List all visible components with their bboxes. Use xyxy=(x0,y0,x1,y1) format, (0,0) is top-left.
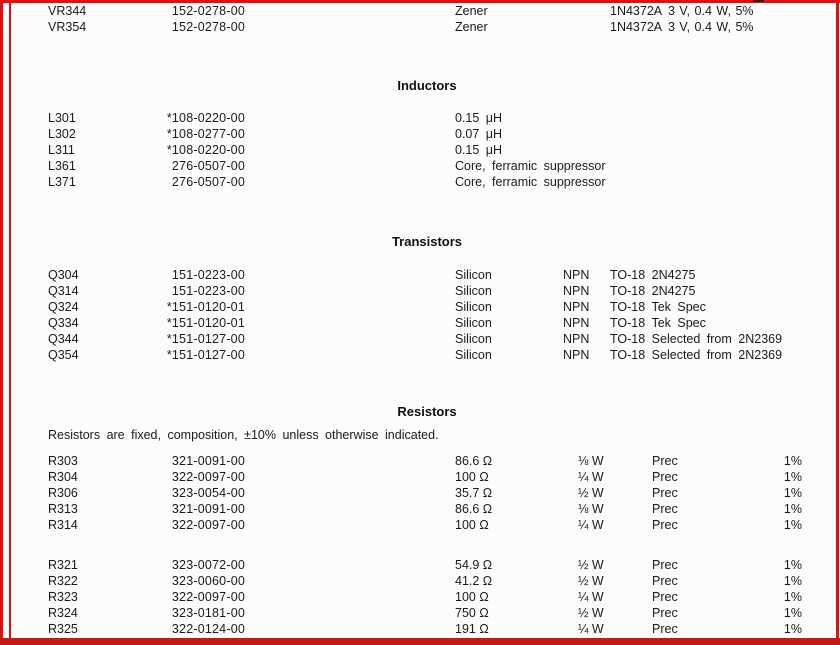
tolerance: 1% xyxy=(783,590,802,604)
wattage: ¼ W xyxy=(578,518,604,532)
description: 0.15 μH xyxy=(455,111,503,125)
resistors-note: Resistors are fixed, composition, ±10% unless otherwise indicated. xyxy=(48,428,439,442)
part-number: 323-0054-00 xyxy=(171,486,245,500)
component-ref: Q344 xyxy=(48,332,79,346)
tolerance: 1% xyxy=(783,622,802,636)
table-row xyxy=(0,605,836,621)
case-info: TO-18 Selected from 2N2369 xyxy=(610,348,783,362)
description: Silicon xyxy=(455,348,492,362)
resistance-value: 35.7 Ω xyxy=(455,486,493,500)
resistor-type: Prec xyxy=(652,606,678,620)
description: Silicon xyxy=(455,300,492,314)
part-number: 152-0278-00 xyxy=(171,4,245,18)
table-row xyxy=(0,557,836,573)
component-ref: Q314 xyxy=(48,284,79,298)
part-number: 323-0181-00 xyxy=(171,606,245,620)
bottom-border-band xyxy=(0,638,840,645)
component-ref: R325 xyxy=(48,622,78,636)
part-number: 321-0091-00 xyxy=(171,502,245,516)
part-number: 152-0278-00 xyxy=(171,20,245,34)
resistance-value: 191 Ω xyxy=(455,622,489,636)
part-number: 322-0124-00 xyxy=(171,622,245,636)
table-row xyxy=(0,573,836,589)
resistor-type: Prec xyxy=(652,518,678,532)
wattage: ½ W xyxy=(578,486,604,500)
resistor-type: Prec xyxy=(652,590,678,604)
part-number: 276-0507-00 xyxy=(171,175,245,189)
table-row xyxy=(0,174,836,190)
resistor-type: Prec xyxy=(652,558,678,572)
resistor-type: Prec xyxy=(652,622,678,636)
section-header-inductors: Inductors xyxy=(397,78,457,93)
wattage: ½ W xyxy=(578,574,604,588)
component-ref: VR354 xyxy=(48,20,87,34)
description: Silicon xyxy=(455,268,492,282)
part-number: 323-0072-00 xyxy=(171,558,245,572)
resistor-type: Prec xyxy=(652,574,678,588)
component-ref: Q334 xyxy=(48,316,79,330)
component-ref: R313 xyxy=(48,502,78,516)
component-ref: Q304 xyxy=(48,268,79,282)
description: Core, ferramic suppressor xyxy=(455,175,606,189)
table-row xyxy=(0,3,836,19)
case-info: TO-18 Tek Spec xyxy=(610,316,706,330)
table-row xyxy=(0,331,836,347)
table-row xyxy=(0,142,836,158)
part-number: *108-0277-00 xyxy=(166,127,245,141)
case-info: TO-18 Tek Spec xyxy=(610,300,706,314)
component-ref: L361 xyxy=(48,159,76,173)
table-row xyxy=(0,158,836,174)
table-row xyxy=(0,110,836,126)
component-ref: R314 xyxy=(48,518,78,532)
resistor-type: Prec xyxy=(652,502,678,516)
wattage: ⅛ W xyxy=(578,502,604,516)
polarity: NPN xyxy=(563,268,590,282)
part-number: 151-0223-00 xyxy=(171,268,245,282)
polarity: NPN xyxy=(563,300,590,314)
table-row xyxy=(0,126,836,142)
device-number: 1N4372A xyxy=(610,4,663,18)
case-info: TO-18 Selected from 2N2369 xyxy=(610,332,783,346)
resistance-value: 100 Ω xyxy=(455,518,489,532)
description: Silicon xyxy=(455,284,492,298)
resistance-value: 86.6 Ω xyxy=(455,502,493,516)
scan-artifact-tick xyxy=(753,0,764,2)
tolerance: 1% xyxy=(783,606,802,620)
table-row xyxy=(0,453,836,469)
component-ref: R324 xyxy=(48,606,78,620)
component-ref: Q324 xyxy=(48,300,79,314)
wattage: ½ W xyxy=(578,558,604,572)
table-row xyxy=(0,621,836,637)
table-row xyxy=(0,501,836,517)
part-number: 322-0097-00 xyxy=(171,470,245,484)
part-number: 276-0507-00 xyxy=(171,159,245,173)
description: Silicon xyxy=(455,332,492,346)
resistance-value: 86.6 Ω xyxy=(455,454,493,468)
table-row xyxy=(0,517,836,533)
description: Zener xyxy=(455,4,488,18)
resistance-value: 100 Ω xyxy=(455,590,489,604)
component-ref: L311 xyxy=(48,143,75,157)
tolerance: 1% xyxy=(783,470,802,484)
tolerance: 1% xyxy=(783,518,802,532)
part-number: *108-0220-00 xyxy=(166,143,245,157)
resistance-value: 100 Ω xyxy=(455,470,489,484)
case-info: TO-18 2N4275 xyxy=(610,268,696,282)
component-ref: L302 xyxy=(48,127,76,141)
wattage: ¼ W xyxy=(578,590,604,604)
description: 0.07 μH xyxy=(455,127,503,141)
description: 0.15 μH xyxy=(455,143,503,157)
tolerance: 1% xyxy=(783,574,802,588)
tolerance: 1% xyxy=(783,454,802,468)
table-row xyxy=(0,299,836,315)
table-row xyxy=(0,19,836,35)
component-ref: R306 xyxy=(48,486,78,500)
resistance-value: 54.9 Ω xyxy=(455,558,493,572)
resistor-type: Prec xyxy=(652,486,678,500)
description: Core, ferramic suppressor xyxy=(455,159,606,173)
tolerance: 1% xyxy=(783,558,802,572)
part-number: 323-0060-00 xyxy=(171,574,245,588)
part-number: *151-0127-00 xyxy=(166,332,245,346)
part-number: *151-0120-01 xyxy=(166,316,245,330)
resistance-value: 750 Ω xyxy=(455,606,489,620)
component-ref: L371 xyxy=(48,175,76,189)
component-ref: R304 xyxy=(48,470,78,484)
component-ref: R321 xyxy=(48,558,78,572)
part-number: *108-0220-00 xyxy=(166,111,245,125)
part-number: 151-0223-00 xyxy=(171,284,245,298)
resistor-type: Prec xyxy=(652,470,678,484)
polarity: NPN xyxy=(563,284,590,298)
table-row xyxy=(0,469,836,485)
polarity: NPN xyxy=(563,316,590,330)
wattage: ¼ W xyxy=(578,470,604,484)
section-header-transistors: Transistors xyxy=(391,234,463,249)
polarity: NPN xyxy=(563,348,590,362)
polarity: NPN xyxy=(563,332,590,346)
component-ref: VR344 xyxy=(48,4,87,18)
component-ref: R322 xyxy=(48,574,78,588)
description: Silicon xyxy=(455,316,492,330)
device-spec: 3 V, 0.4 W, 5% xyxy=(668,4,754,18)
component-ref: Q354 xyxy=(48,348,79,362)
resistor-type: Prec xyxy=(652,454,678,468)
table-row xyxy=(0,485,836,501)
wattage: ½ W xyxy=(578,606,604,620)
table-row xyxy=(0,267,836,283)
right-border-line xyxy=(836,0,839,645)
component-ref: R303 xyxy=(48,454,78,468)
table-row xyxy=(0,589,836,605)
resistance-value: 41.2 Ω xyxy=(455,574,493,588)
table-row xyxy=(0,283,836,299)
wattage: ⅛ W xyxy=(578,454,604,468)
wattage: ¼ W xyxy=(578,622,604,636)
tolerance: 1% xyxy=(783,502,802,516)
device-spec: 3 V, 0.4 W, 5% xyxy=(668,20,754,34)
part-number: 322-0097-00 xyxy=(171,518,245,532)
case-info: TO-18 2N4275 xyxy=(610,284,696,298)
table-row xyxy=(0,347,836,363)
part-number: 322-0097-00 xyxy=(171,590,245,604)
component-ref: R323 xyxy=(48,590,78,604)
tolerance: 1% xyxy=(783,486,802,500)
device-number: 1N4372A xyxy=(610,20,663,34)
part-number: *151-0127-00 xyxy=(166,348,245,362)
section-header-resistors: Resistors xyxy=(397,404,457,419)
description: Zener xyxy=(455,20,488,34)
part-number: 321-0091-00 xyxy=(171,454,245,468)
table-row xyxy=(0,315,836,331)
part-number: *151-0120-01 xyxy=(166,300,245,314)
component-ref: L301 xyxy=(48,111,76,125)
